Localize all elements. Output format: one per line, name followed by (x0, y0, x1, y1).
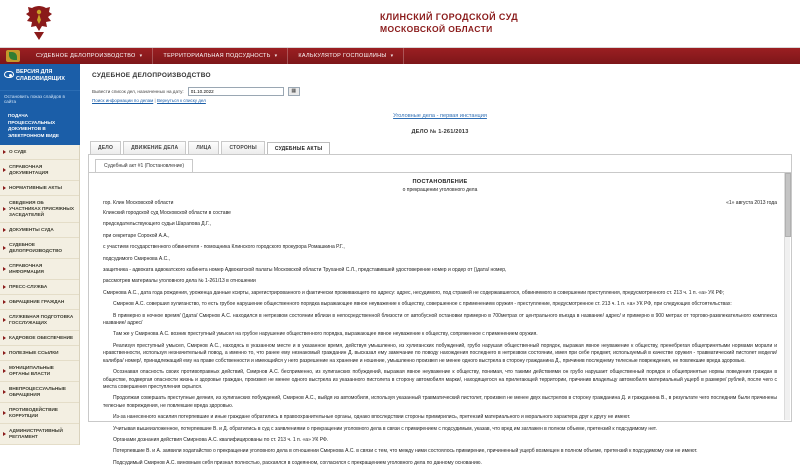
document-paragraph: Продолжая совершать преступные деяния, из хулиганских побуждений, Смирнов А.С., выйдя из автомобиля, используя указанный травматический пистолет, произвел не менее двух выстрелов в сторону гражданина Д. и гражданина В., в результате чего последним были причинены телесные повреждения, не повлекшие вреда здоровью. (103, 395, 777, 409)
page-title: СУДЕБНОЕ ДЕЛОПРОИЗВОДСТВО (92, 72, 211, 79)
subtab-sudebnyy-akt-1[interactable]: Судебный акт #1 (Постановление) (95, 159, 193, 172)
accessibility-line1: ВЕРСИЯ ДЛЯ (16, 69, 53, 75)
document-paragraph: с участием государственного обвинителя - помощника Клинского городского прокурора Ромашкина Р.Г., (103, 244, 345, 251)
court-name (380, 11, 518, 35)
sidebar-item-vneprocessualnye-obrashcheniya[interactable] (0, 382, 79, 403)
tab-sudebnye-akty[interactable]: СУДЕБНЫЕ АКТЫ (267, 142, 330, 155)
document-paragraph: Органами дознания действия Смирнова А.С. квалифицированы по ст. 213 ч. 1 п. «а» УК РФ. (113, 436, 329, 443)
document-subtabs (89, 155, 791, 172)
sidebar (0, 64, 80, 464)
stop-slideshow-link[interactable]: Остановить показ слайдов в сайта (0, 90, 80, 108)
sidebar-item-label: О СУДЕ (9, 149, 27, 154)
nav-item-territorialnaya-podsudnost[interactable] (153, 48, 288, 64)
document-subtitle: о прекращении уголовного дела (402, 187, 478, 193)
sidebar-item-label: ПРОТИВОДЕЙСТВИЕ КОРРУПЦИИ (9, 407, 59, 418)
sidebar-item-normativnye-akty[interactable] (0, 181, 79, 196)
nav-label: СУДЕБНОЕ ДЕЛОПРОИЗВОДСТВО (36, 53, 136, 59)
date-filter-label: Вывести список дел, назначенных на дату: (92, 89, 184, 94)
sidebar-item-municipalnye-organy[interactable] (0, 361, 79, 382)
document-paragraph: подсудимого Смирнова А.С., (103, 255, 170, 262)
document-date: «1» августа 2013 года (726, 200, 777, 206)
calendar-icon[interactable]: ▦ (288, 87, 300, 96)
tab-lica[interactable]: ЛИЦА (188, 141, 219, 154)
nav-label: ТЕРРИТОРИАЛЬНАЯ ПОДСУДНОСТЬ (163, 53, 271, 59)
date-input[interactable] (188, 87, 284, 96)
sidebar-item-label: ПОЛЕЗНЫЕ ССЫЛКИ (9, 350, 59, 355)
nav-item-kalkulyator-gosposhliny[interactable] (288, 48, 404, 64)
chevron-down-icon: ▾ (274, 53, 278, 59)
document-paragraph: при секретаре Сорокой А.А., (103, 232, 170, 239)
nav-item-sudebnoe-deloproizvodstvo[interactable] (26, 48, 153, 64)
sidebar-item-press-sluzhba[interactable] (0, 280, 79, 295)
document-paragraph: Смирнова А.С., дата года рождения, уроженца данные ксирты, зарегистрированного и фактически проживающего по адресу: адрес, несудимого, под стражей не содержавшегося, обвиняемого в совершении преступления, предусмотренного ст. 213 ч. 1 п. «а» УК РФ; (103, 289, 725, 296)
document-paragraph: Реализуя преступный умысел, Смирнов А.С., находясь в указанном месте и в указанное время, действуя умышленно, из хулиганских побуждений, грубо нарушая общественный порядок, выражая явное неуважение к обществу, пренебрегая общепринятыми нормами морали и нравственности, используя незначительный повод, а именно то, что ранее ему незнакомый гражданин Д. высказал ему замечание по поводу нахождения последнего в нетрезвом состоянии, имея при себе предмет, используемый в качестве оружия - травматический пистолет модели/ калибра/ номер/, принадлежащий ему на праве собственности и имеющийся у него разрешение на хранение и ношение, умышленно произвел не менее одного выстрела в сторону гражданина Д., причинив последнему телесные повреждения, не повлекшие вреда здоровью. (103, 342, 777, 364)
sidebar-menu (0, 145, 80, 445)
document-title: ПОСТАНОВЛЕНИЕ (412, 179, 468, 185)
sidebar-item-sudebnoe-deloproizvodstvo[interactable] (0, 238, 79, 259)
document-paragraph: Осознавая опасность своих противоправных действий, Смирнов А.С. бесприменно, из хулиганских побуждений, выражая явное неуважение к обществу, понимая, что такими действиями он грубо нарушает общественный порядок и общепринятые нормы поведения граждан в обществе, подвергая опасности жизнь и здоровье граждан, произвел не менее одного выстрела из указанного пистолета в сторону автомобиля марки/, находящегося на прилегающей территории, причинив владельцу автомобиля материальный ущерб в размере/ рублей, после чего с места совершения преступления скрылся. (103, 369, 777, 390)
court-name-line2: МОСКОВСКОЙ ОБЛАСТИ (380, 24, 493, 34)
sidebar-item-label: ПРЕСС-СЛУЖБА (9, 284, 48, 289)
document-paragraph: Смирнов А.С. совершил хулиганство, то есть грубое нарушение общественного порядка выражающее явное неуважение к обществу, совершенное с применением оружия - преступление, предусмотренное ст. 213 ч. 1 п. «а» УК РФ, при следующих обстоятельствах: (113, 301, 732, 308)
main-content (80, 64, 800, 464)
sidebar-item-label: СВЕДЕНИЯ ОБ УЧАСТНИКАХ ПРИСЯЖНЫХ ЗАСЕДАТЕЛЕЙ (9, 200, 74, 217)
eye-icon (4, 71, 14, 78)
case-number: ДЕЛО № 1-261/2013 (411, 129, 469, 135)
sidebar-item-administrativnyy-reglament[interactable] (0, 424, 79, 445)
sidebar-item-label: АДМИНИСТРАТИВНЫЙ РЕГЛАМЕНТ (9, 428, 63, 439)
document-scrollbar[interactable] (784, 173, 790, 420)
sidebar-item-label: СПРАВОЧНАЯ ИНФОРМАЦИЯ (9, 263, 44, 274)
case-tabs (88, 141, 792, 154)
court-name-line1: КЛИНСКИЙ ГОРОДСКОЙ СУД (380, 12, 519, 22)
tab-storony[interactable]: СТОРОНЫ (221, 141, 264, 154)
accessibility-line2: СЛАБОВИДЯЩИХ (16, 76, 65, 82)
sidebar-item-edocs[interactable]: ПОДАЧА ПРОЦЕССУАЛЬНЫХ ДОКУМЕНТОВ В ЭЛЕКТРОННОМ ВИДЕ (0, 108, 80, 145)
link-separator: | (154, 98, 156, 103)
accessibility-version-button[interactable] (0, 64, 80, 90)
sidebar-item-prisyazhnye-zasedateli[interactable] (0, 196, 79, 223)
case-category[interactable]: Уголовные дела - первая инстанция (393, 113, 487, 119)
sidebar-item-sluzhebnaya-podgotovka[interactable] (0, 310, 79, 331)
link-vernutsya-k-spisku[interactable]: Вернуться к списку дел (156, 98, 206, 103)
document-paragraph: Из-за нанесенного насилия потерпевшие и иные граждане обратились в правоохранительные органы, однако впоследствии стороны примирились, претензий материального и морального характера друг к другу не имеют. (113, 414, 631, 421)
sidebar-item-dokumenty-suda[interactable] (0, 223, 79, 238)
sidebar-item-label: СУДЕБНОЕ ДЕЛОПРОИЗВОДСТВО (9, 242, 63, 253)
home-leaf-icon[interactable] (6, 50, 20, 62)
sidebar-item-label: ДОКУМЕНТЫ СУДА (9, 227, 54, 232)
document-place-date (103, 200, 777, 206)
document-paragraph: председательствующего судьи Шарапова Д.Г., (103, 221, 211, 228)
sidebar-item-label: МУНИЦИПАЛЬНЫЕ ОРГАНЫ ВЛАСТИ (9, 365, 54, 376)
chevron-down-icon: ▾ (390, 53, 394, 59)
site-header (0, 0, 800, 48)
document-paragraph: Там же у Смирнова А.С. возник преступный умысел на грубое нарушение общественного порядка, выражающее явное неуважение к обществу, сопряженное с применением оружия. (113, 331, 538, 338)
main-navigation (0, 48, 800, 64)
sidebar-item-obrashchenie-grazhdan[interactable] (0, 295, 79, 310)
sidebar-item-poleznye-ssylki[interactable] (0, 346, 79, 361)
sidebar-item-label: НОРМАТИВНЫЕ АКТЫ (9, 185, 62, 190)
scrollbar-thumb[interactable] (785, 173, 791, 237)
date-filter-bar (88, 87, 792, 96)
tab-panel-sudebnye-akty (88, 154, 792, 466)
document-paragraph: защитника - адвоката адвокатского кабинета номер Адвокатской палаты Московской области Труханой С.Л., представившей удостоверение номер и ордер от ()дата/ номер, (103, 267, 507, 274)
sidebar-item-label: ОБРАЩЕНИЕ ГРАЖДАН (9, 299, 65, 304)
chevron-down-icon: ▾ (139, 53, 143, 59)
sidebar-item-o-sude[interactable] (0, 145, 79, 160)
sidebar-item-label: КАДРОВОЕ ОБЕСПЕЧЕНИЕ (9, 335, 74, 340)
document-place: гор. Клин Московской области (103, 200, 174, 206)
sidebar-item-spravochnaya-informaciya[interactable] (0, 259, 79, 280)
sidebar-item-kadrovoe-obespechenie[interactable] (0, 331, 79, 346)
document-paragraph: Подсудимый Смирнов А.С. виновным себя признал полностью, раскаялся в содеянном, согласился с прекращением уголовного дела по данному основанию. (113, 459, 482, 466)
document-paragraph: В примерно в ночное время/ ()дата/ Смирнов А.С. находился в нетрезвом состоянии вблизи в непосредственной близости от автобусной остановки примерно в 700метрах от центрального въезда в название/ адрес/ и примерно в 900 метрах от торгово-развлекательного комплекса название/ адрес/ (103, 312, 777, 327)
document-paragraph: Учитывая вышеизложенное, потерпевшие В. и Д. обратились в суд с заявлениями о прекращении уголовного дела в связи с примирением с подсудимым, указав, что вред им заглажен в полном объеме, претензий к подсудимому нет. (113, 425, 657, 432)
page-body (0, 64, 800, 464)
sidebar-item-spravochnaya-dokumentaciya[interactable] (0, 160, 79, 181)
document-paragraph: Клинский городской суд Московской области в составе (103, 210, 231, 216)
document-paragraph: рассмотрев материалы уголовного дела № 1-261/13 в отношении (103, 278, 256, 285)
tab-delo[interactable]: ДЕЛО (90, 141, 121, 154)
sidebar-item-label: ВНЕПРОЦЕССУАЛЬНЫЕ ОБРАЩЕНИЯ (9, 386, 67, 397)
nav-label: КАЛЬКУЛЯТОР ГОСПОШЛИНЫ (298, 53, 387, 59)
document-viewer[interactable] (89, 172, 791, 466)
sidebar-item-protivodeystvie-korrupcii[interactable] (0, 403, 79, 424)
russian-coat-of-arms-icon (22, 4, 56, 44)
sidebar-item-label: СПРАВОЧНАЯ ДОКУМЕНТАЦИЯ (9, 164, 49, 175)
sidebar-item-label: СЛУЖЕБНАЯ ПОДГОТОВКА ГОССЛУЖАЩИХ (9, 314, 74, 325)
sub-links (88, 98, 792, 103)
link-poisk-informacii[interactable]: Поиск информации по делам (92, 98, 154, 103)
tab-dvizhenie-dela[interactable]: ДВИЖЕНИЕ ДЕЛА (123, 141, 186, 154)
document-paragraph: Потерпевшие В. и А. заявили ходатайство о прекращении уголовного дела в отношении Смирнова А.С. в связи с тем, что между ними состоялось примирение, причиненный ущерб возмещен в полном объеме, претензий к подсудимому они не имеют. (113, 448, 698, 455)
